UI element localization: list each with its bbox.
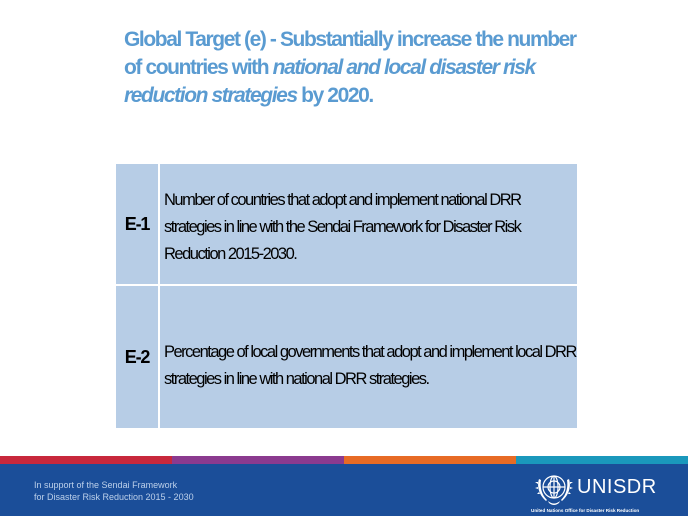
org-full-name: United Nations Office for Disaster Risk Reduction	[531, 508, 640, 513]
footer-bar	[0, 464, 688, 516]
footer-tagline	[34, 479, 294, 503]
footer-line-2: for Disaster Risk Reduction 2015 - 2030	[34, 492, 194, 502]
footer-color-stripes	[0, 456, 688, 464]
footer-line-1: In support of the Sendai Framework	[34, 480, 178, 490]
stripe-purple	[172, 456, 344, 464]
stripe-red	[0, 456, 172, 464]
indicator-description: Percentage of local governments that adopt and implement local DRR strategies in line with national DRR strategies.	[164, 343, 576, 388]
indicator-code: E-1	[124, 214, 150, 234]
title-text-part1: Global Target (e) - Substantially increase the number of countries with	[124, 28, 576, 79]
table-row	[116, 164, 577, 388]
indicator-code: E-2	[124, 347, 150, 367]
indicator-description: Number of countries that adopt and implement national DRR strategies in line with the Sendai Framework for Disaster Risk Reduction 2015-2030.	[164, 191, 521, 263]
stripe-cyan	[516, 456, 688, 464]
indicator-table	[116, 164, 577, 428]
title-text-part2: by 2020.	[296, 84, 373, 107]
org-name: UNISDR	[577, 476, 657, 498]
un-emblem-icon	[534, 470, 574, 508]
stripe-orange	[344, 456, 516, 464]
slide-title	[124, 26, 594, 110]
title-text-emphasis: national and local disaster risk reduction strategies	[124, 56, 535, 107]
